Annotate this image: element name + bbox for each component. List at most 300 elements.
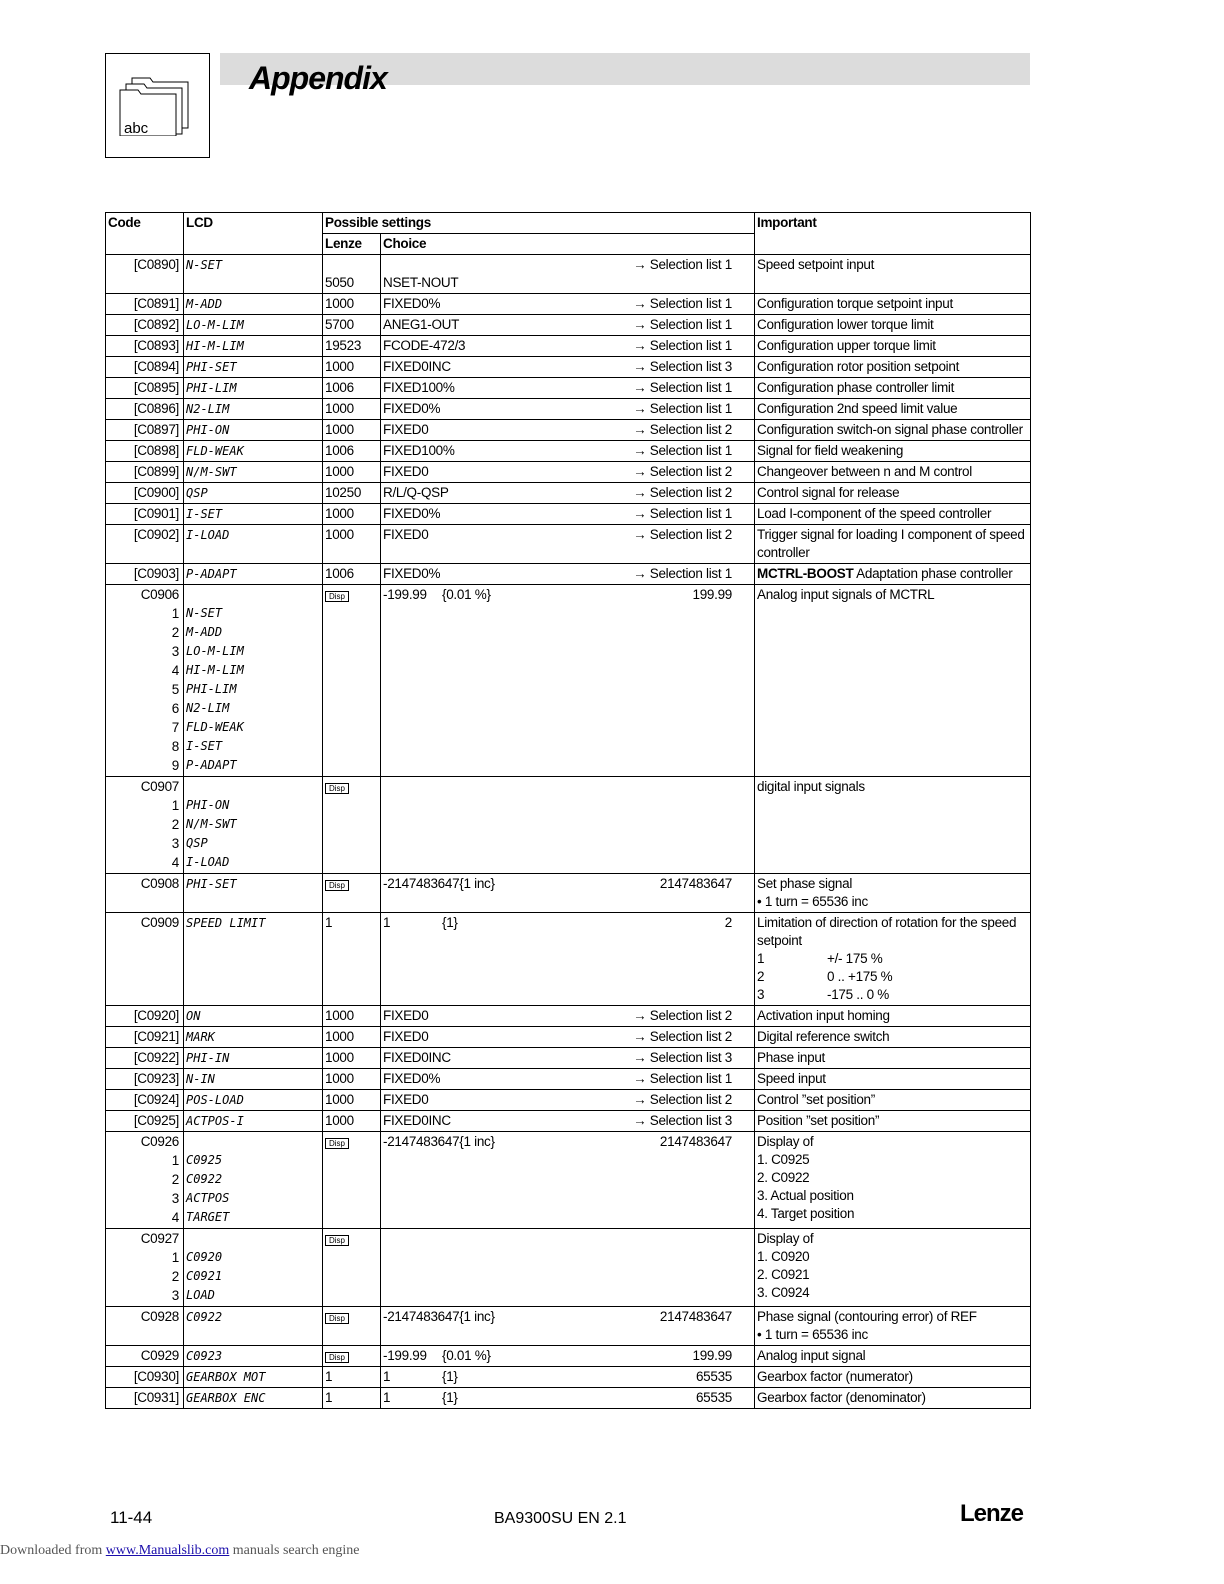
range-max: 2: [724, 915, 732, 930]
header-code: Code: [106, 213, 184, 255]
important-text: Phase signal (contouring error) of REF: [757, 1309, 977, 1324]
display-item: 4. Target position: [757, 1206, 855, 1221]
subcode-number: 9: [171, 758, 179, 773]
download-note: [0, 1543, 360, 1559]
disp-badge: Disp: [325, 1138, 349, 1149]
important-cell: [755, 1027, 1031, 1048]
lcd-cell: [184, 585, 323, 777]
range-step: {1}: [442, 1390, 458, 1405]
choice-value: NSET-NOUT: [383, 275, 459, 290]
choice-cell: [381, 1307, 755, 1346]
lenze-value: 1000: [325, 1008, 354, 1023]
choice-cell: [381, 315, 755, 336]
table-row: [106, 1090, 1031, 1111]
choice-cell: [381, 1388, 755, 1409]
lcd-cell: I-SET: [184, 504, 323, 525]
table-row: [106, 441, 1031, 462]
lenze-cell: [323, 1111, 381, 1132]
selection-list: → Selection list 2: [633, 1008, 732, 1023]
range-max: 2147483647: [659, 1309, 732, 1324]
subcode-lcd: ACTPOS: [186, 1191, 230, 1205]
code-cell: [C0893]: [106, 336, 184, 357]
choice-value: R/L/Q-QSP: [383, 485, 449, 500]
subcode-number: 5: [171, 682, 179, 697]
lcd-cell: LO-M-LIM: [184, 315, 323, 336]
important-cell: [755, 1132, 1031, 1229]
important-cell: [755, 315, 1031, 336]
subcode-lcd: C0921: [186, 1269, 223, 1283]
selection-list: → Selection list 2: [633, 1092, 732, 1107]
lenze-cell: [323, 255, 381, 294]
selection-list: → Selection list 1: [633, 1071, 732, 1086]
choice-cell: [381, 255, 755, 294]
choice-cell: [381, 874, 755, 913]
range-step: {1}: [442, 915, 458, 930]
subcode-lcd: C0920: [186, 1250, 223, 1264]
table-row: [106, 1367, 1031, 1388]
choice-cell: [381, 1048, 755, 1069]
choice-cell: [381, 1027, 755, 1048]
choice-cell: [381, 1367, 755, 1388]
lenze-value: 1000: [325, 1113, 354, 1128]
lcd-cell: P-ADAPT: [184, 564, 323, 585]
disp-badge: Disp: [325, 1313, 349, 1324]
choice-cell: [381, 294, 755, 315]
important-text: Configuration upper torque limit: [757, 338, 936, 353]
folder-label: abc: [124, 120, 149, 137]
lenze-cell: [323, 1069, 381, 1090]
lenze-value: 1000: [325, 1071, 354, 1086]
important-cell: [755, 399, 1031, 420]
option-value: 0 .. +175 %: [827, 969, 893, 984]
choice-cell: [381, 378, 755, 399]
subcode-number: 4: [171, 663, 179, 678]
important-cell: Analog input signal: [755, 1346, 1031, 1367]
important-bullet: • 1 turn = 65536 inc: [757, 894, 868, 909]
lcd-cell: C0923: [184, 1346, 323, 1367]
choice-cell: [381, 913, 755, 1006]
option-value: -175 .. 0 %: [827, 987, 889, 1002]
lenze-cell: [323, 441, 381, 462]
lenze-value: 1000: [325, 401, 354, 416]
important-text: Speed setpoint input: [757, 257, 875, 272]
lcd-cell: N-IN: [184, 1069, 323, 1090]
choice-value: FIXED0%: [383, 566, 441, 581]
important-text: Changeover between n and M control: [757, 464, 972, 479]
disp-badge: Disp: [325, 783, 349, 794]
lcd-cell: ON: [184, 1006, 323, 1027]
lcd-cell: M-ADD: [184, 294, 323, 315]
important-text: Configuration switch-on signal phase controller: [757, 422, 1023, 437]
lenze-cell: [323, 357, 381, 378]
important-text: Phase input: [757, 1050, 826, 1065]
important-text: Position ”set position”: [757, 1113, 880, 1128]
code-cell: [C0931]: [106, 1388, 184, 1409]
lenze-value: 1006: [325, 566, 354, 581]
selection-list: → Selection list 1: [633, 338, 732, 353]
lcd-cell: PHI-SET: [184, 874, 323, 913]
table-row: [106, 336, 1031, 357]
selection-list: → Selection list 3: [633, 359, 732, 374]
code-cell: [106, 777, 184, 874]
important-cell: Analog input signals of MCTRL: [755, 585, 1031, 777]
subcode-number: 4: [171, 855, 179, 870]
lcd-cell: QSP: [184, 483, 323, 504]
subcode-lcd: HI-M-LIM: [186, 663, 244, 677]
important-cell: digital input signals: [755, 777, 1031, 874]
lcd-cell: PHI-ON: [184, 420, 323, 441]
table-row: [106, 525, 1031, 564]
table-row: [106, 1132, 1031, 1229]
lenze-value: 1000: [325, 1029, 354, 1044]
display-item: 2. C0922: [757, 1170, 810, 1185]
subcode-lcd: C0922: [186, 1172, 223, 1186]
range-max: 65535: [695, 1369, 732, 1384]
selection-list: → Selection list 1: [633, 380, 732, 395]
disp-badge: Disp: [325, 880, 349, 891]
lenze-cell: [323, 1307, 381, 1346]
subcode-number: 2: [171, 1269, 179, 1284]
choice-value: FIXED0: [383, 1029, 429, 1044]
code-cell: [C0898]: [106, 441, 184, 462]
lenze-cell: [323, 315, 381, 336]
table-row: [106, 1006, 1031, 1027]
subcode-number: 7: [171, 720, 179, 735]
subcode-number: 3: [171, 1288, 179, 1303]
display-item: 3. Actual position: [757, 1188, 854, 1203]
option-key: 2: [757, 969, 765, 984]
selection-list: → Selection list 2: [633, 527, 732, 542]
subcode-lcd: M-ADD: [186, 625, 223, 639]
lcd-cell: N2-LIM: [184, 399, 323, 420]
lcd-cell: [184, 777, 323, 874]
lcd-cell: HI-M-LIM: [184, 336, 323, 357]
subcode-lcd: I-LOAD: [186, 855, 230, 869]
lcd-cell: ACTPOS-I: [184, 1111, 323, 1132]
subcode-lcd: P-ADAPT: [186, 758, 237, 772]
range-min: -2147483647: [383, 876, 460, 891]
header-lenze: Lenze: [323, 234, 381, 255]
lcd-cell: C0922: [184, 1307, 323, 1346]
important-text: Adaptation phase controller: [856, 566, 1013, 581]
lenze-cell: 1: [323, 913, 381, 1006]
choice-cell: [381, 1229, 755, 1307]
lenze-cell: [323, 378, 381, 399]
subcode-number: 1: [171, 606, 179, 621]
range-step: {1 inc}: [459, 876, 495, 891]
subcode-number: 1: [171, 1250, 179, 1265]
range-min: -2147483647: [383, 1309, 460, 1324]
code-cell: [C0897]: [106, 420, 184, 441]
lenze-cell: [323, 462, 381, 483]
important-text: Load I-component of the speed controller: [757, 506, 992, 521]
important-text: Configuration torque setpoint input: [757, 296, 953, 311]
table-row: [106, 777, 1031, 874]
manualslib-link[interactable]: www.Manualslib.com: [105, 1543, 230, 1558]
code-cell: [C0925]: [106, 1111, 184, 1132]
lenze-value: 1000: [325, 359, 354, 374]
subcode-lcd: LO-M-LIM: [186, 644, 244, 658]
lcd-cell: SPEED LIMIT: [184, 913, 323, 1006]
important-text: Configuration lower torque limit: [757, 317, 934, 332]
code-cell: [C0920]: [106, 1006, 184, 1027]
selection-list: → Selection list 2: [633, 485, 732, 500]
important-cell: [755, 462, 1031, 483]
table-row: [106, 1111, 1031, 1132]
subcode-number: 8: [171, 739, 179, 754]
important-cell: [755, 564, 1031, 585]
selection-list: → Selection list 2: [633, 1029, 732, 1044]
important-text: Control signal for release: [757, 485, 900, 500]
table-row: [106, 1388, 1031, 1409]
table-row: [106, 1027, 1031, 1048]
subcode-number: 2: [171, 625, 179, 640]
important-text: Set phase signal: [757, 876, 853, 891]
choice-value: ANEG1-OUT: [383, 317, 460, 332]
choice-cell: [381, 1069, 755, 1090]
lenze-cell: [323, 504, 381, 525]
lenze-value: 10250: [325, 485, 362, 500]
lcd-cell: MARK: [184, 1027, 323, 1048]
lenze-cell: [323, 874, 381, 913]
choice-value: FCODE-472/3: [383, 338, 466, 353]
code-cell: [C0900]: [106, 483, 184, 504]
lenze-value: 1000: [325, 464, 354, 479]
lcd-cell: PHI-SET: [184, 357, 323, 378]
range-max: 2147483647: [659, 876, 732, 891]
lcd-cell: GEARBOX ENC: [184, 1388, 323, 1409]
subcode-lcd: N/M-SWT: [186, 817, 237, 831]
range-max: 199.99: [692, 1348, 732, 1363]
choice-cell: [381, 336, 755, 357]
code-cell: [C0895]: [106, 378, 184, 399]
lcd-cell: POS-LOAD: [184, 1090, 323, 1111]
selection-list: → Selection list 1: [633, 506, 732, 521]
choice-cell: [381, 483, 755, 504]
lcd-cell: [184, 1132, 323, 1229]
important-text: Display of: [757, 1231, 814, 1246]
important-cell: [755, 336, 1031, 357]
table-row: [106, 378, 1031, 399]
choice-cell: [381, 777, 755, 874]
selection-list: → Selection list 2: [633, 464, 732, 479]
choice-cell: [381, 1006, 755, 1027]
range-min: -2147483647: [383, 1134, 460, 1149]
code-value: C0906: [140, 587, 179, 602]
subcode-lcd: N2-LIM: [186, 701, 230, 715]
important-cell: [755, 483, 1031, 504]
range-min: 1: [383, 915, 391, 930]
table-row: [106, 315, 1031, 336]
important-cell: [755, 1069, 1031, 1090]
lenze-cell: [323, 294, 381, 315]
lenze-cell: [323, 525, 381, 564]
table-row: [106, 399, 1031, 420]
lenze-cell: [323, 1132, 381, 1229]
subcode-lcd: TARGET: [186, 1210, 230, 1224]
important-cell: [755, 1048, 1031, 1069]
lenze-value: 1006: [325, 443, 354, 458]
choice-value: FIXED0INC: [383, 359, 451, 374]
code-cell: [C0921]: [106, 1027, 184, 1048]
code-cell: C0909: [106, 913, 184, 1006]
subcode-lcd: FLD-WEAK: [186, 720, 244, 734]
table-row: [106, 585, 1031, 777]
important-cell: Gearbox factor (numerator): [755, 1367, 1031, 1388]
range-step: {1}: [442, 1369, 458, 1384]
chapter-icon: [105, 53, 210, 158]
disp-badge: Disp: [325, 1352, 349, 1363]
range-min: -199.99: [383, 1348, 427, 1363]
choice-cell: [381, 1346, 755, 1367]
choice-value: FIXED0%: [383, 1071, 441, 1086]
code-cell: [106, 1229, 184, 1307]
important-bold: MCTRL-BOOST: [757, 566, 854, 581]
lenze-cell: [323, 564, 381, 585]
important-text: Activation input homing: [757, 1008, 890, 1023]
choice-cell: [381, 564, 755, 585]
selection-list: → Selection list 1: [633, 443, 732, 458]
display-item: 2. C0921: [757, 1267, 810, 1282]
code-cell: [C0894]: [106, 357, 184, 378]
code-cell: [C0892]: [106, 315, 184, 336]
range-step: {1 inc}: [459, 1134, 495, 1149]
table-row: [106, 1307, 1031, 1346]
page-number: 11-44: [110, 1508, 153, 1527]
code-value: C0926: [140, 1134, 179, 1149]
subcode-lcd: QSP: [186, 836, 208, 850]
table-row: [106, 462, 1031, 483]
subcode-number: 1: [171, 1153, 179, 1168]
important-text: Limitation of direction of rotation for the speed setpoint: [757, 915, 1017, 948]
choice-value: FIXED0: [383, 1008, 429, 1023]
important-text: Configuration phase controller limit: [757, 380, 955, 395]
choice-value: FIXED0%: [383, 401, 441, 416]
choice-value: FIXED0: [383, 422, 429, 437]
code-cell: [C0924]: [106, 1090, 184, 1111]
lcd-cell: GEARBOX MOT: [184, 1367, 323, 1388]
option-key: 1: [757, 951, 765, 966]
download-prefix: Downloaded from: [0, 1543, 106, 1558]
important-cell: [755, 1090, 1031, 1111]
subcode-lcd: C0925: [186, 1153, 223, 1167]
lenze-value: 5700: [325, 317, 354, 332]
subcode-lcd: PHI-ON: [186, 798, 230, 812]
subcode-number: 1: [171, 798, 179, 813]
important-cell: [755, 525, 1031, 564]
disp-badge: Disp: [325, 1235, 349, 1246]
range-max: 199.99: [692, 587, 732, 602]
selection-list: → Selection list 1: [633, 317, 732, 332]
important-cell: [755, 378, 1031, 399]
lcd-cell: [184, 1229, 323, 1307]
selection-list: → Selection list 1: [633, 401, 732, 416]
lenze-logo: Lenze: [960, 1500, 1024, 1527]
choice-cell: [381, 504, 755, 525]
option-key: 3: [757, 987, 765, 1002]
code-cell: C0908: [106, 874, 184, 913]
important-cell: [755, 504, 1031, 525]
important-cell: [755, 441, 1031, 462]
range-min: -199.99: [383, 587, 427, 602]
choice-cell: [381, 1090, 755, 1111]
code-cell: [C0896]: [106, 399, 184, 420]
table-header-row: [106, 213, 1031, 234]
lenze-cell: [323, 1090, 381, 1111]
code-cell: C0928: [106, 1307, 184, 1346]
selection-list: → Selection list 1: [633, 257, 732, 272]
important-cell: [755, 357, 1031, 378]
subcode-number: 2: [171, 817, 179, 832]
code-cell: [C0890]: [106, 255, 184, 294]
important-cell: [755, 255, 1031, 294]
lcd-cell: FLD-WEAK: [184, 441, 323, 462]
subcode-lcd: N-SET: [186, 606, 223, 620]
lenze-value: 19523: [325, 338, 362, 353]
code-cell: [C0902]: [106, 525, 184, 564]
range-step: {1 inc}: [459, 1309, 495, 1324]
lenze-value: 1000: [325, 527, 354, 542]
code-cell: [C0922]: [106, 1048, 184, 1069]
lenze-value: 1000: [325, 506, 354, 521]
important-text: Control ”set position”: [757, 1092, 875, 1107]
subcode-number: 3: [171, 644, 179, 659]
code-cell: C0929: [106, 1346, 184, 1367]
selection-list: → Selection list 3: [633, 1050, 732, 1065]
important-cell: [755, 1307, 1031, 1346]
choice-cell: [381, 585, 755, 777]
lenze-cell: [323, 483, 381, 504]
selection-list: → Selection list 1: [633, 296, 732, 311]
important-text: Display of: [757, 1134, 814, 1149]
code-cell: [C0901]: [106, 504, 184, 525]
important-text: Configuration 2nd speed limit value: [757, 401, 958, 416]
table-row: [106, 1229, 1031, 1307]
choice-cell: [381, 1111, 755, 1132]
table-row: [106, 357, 1031, 378]
lcd-cell: PHI-IN: [184, 1048, 323, 1069]
table-row: [106, 294, 1031, 315]
subcode-number: 2: [171, 1172, 179, 1187]
selection-list: → Selection list 1: [633, 566, 732, 581]
option-value: +/- 175 %: [827, 951, 883, 966]
range-max: 2147483647: [659, 1134, 732, 1149]
range-min: 1: [383, 1369, 391, 1384]
choice-cell: [381, 525, 755, 564]
choice-value: FIXED0INC: [383, 1050, 451, 1065]
code-cell: [C0891]: [106, 294, 184, 315]
lenze-value: 5050: [325, 275, 354, 290]
download-suffix: manuals search engine: [229, 1543, 360, 1558]
subcode-number: 3: [171, 836, 179, 851]
lenze-cell: [323, 1048, 381, 1069]
lenze-value: 1000: [325, 296, 354, 311]
table-row: [106, 504, 1031, 525]
lcd-cell: N-SET: [184, 255, 323, 294]
code-value: C0907: [140, 779, 179, 794]
lenze-cell: [323, 777, 381, 874]
table-row: [106, 483, 1031, 504]
choice-value: FIXED0%: [383, 296, 441, 311]
lenze-cell: 1: [323, 1388, 381, 1409]
table-row: [106, 1048, 1031, 1069]
code-cell: [C0903]: [106, 564, 184, 585]
table-row: [106, 913, 1031, 1006]
subcode-lcd: LOAD: [186, 1288, 215, 1302]
lenze-value: 1000: [325, 1092, 354, 1107]
table-row: [106, 564, 1031, 585]
choice-cell: [381, 399, 755, 420]
